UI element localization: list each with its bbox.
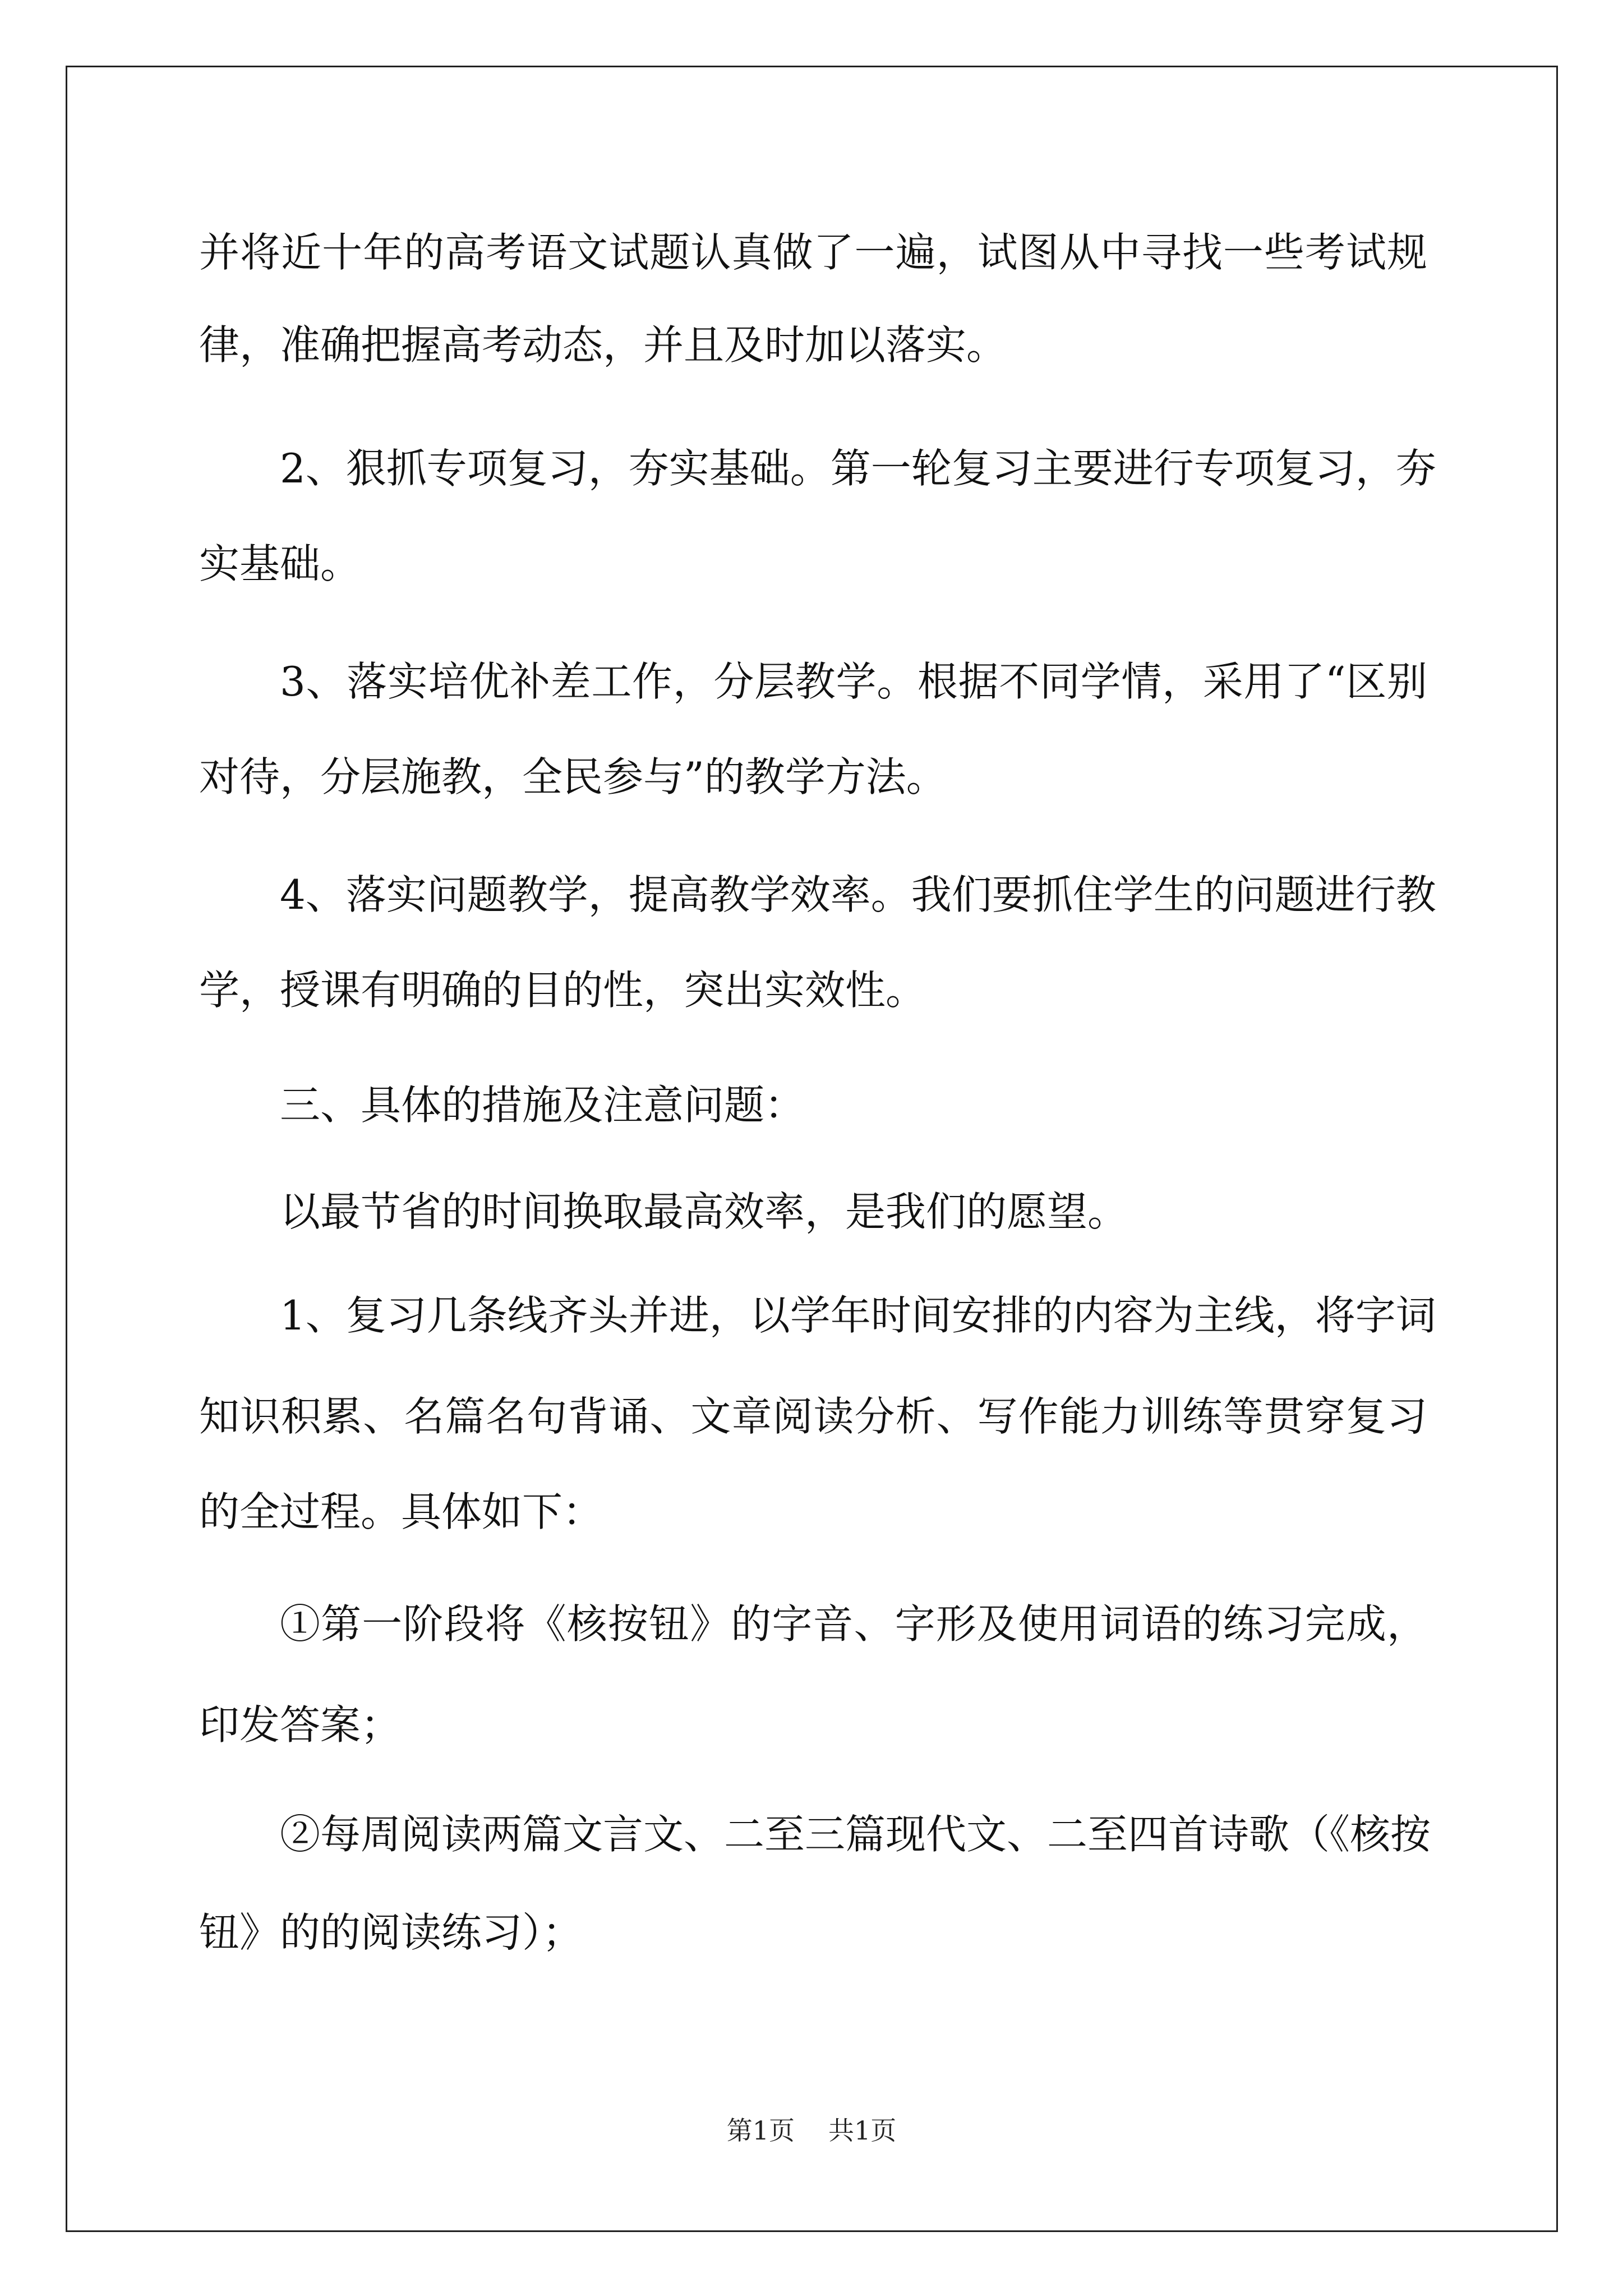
section-heading: 三、具体的措施及注意问题： <box>280 1082 805 1129</box>
text-line: 印发答案； <box>199 1701 402 1749</box>
text-line: 实基础。 <box>199 540 361 587</box>
page-total: 共1页 <box>828 2115 897 2146</box>
text-line: 2、狠抓专项复习，夯实基础。第一轮复习主要进行专项复习，夯 <box>280 445 1436 492</box>
text-line: 对待，分层施教，全民参与”的教学方法。 <box>199 753 947 800</box>
text-line: ①第一阶段将《核按钮》的字音、字形及使用词语的练习完成， <box>280 1600 1427 1648</box>
text-line: 学，授课有明确的目的性，突出实效性。 <box>199 967 926 1014</box>
text-line: 以最节省的时间换取最高效率，是我们的愿望。 <box>280 1188 1128 1235</box>
text-line: 知识积累、名篇名句背诵、文章阅读分析、写作能力训练等贯穿复习 <box>199 1393 1427 1440</box>
text-line: 并将近十年的高考语文试题认真做了一遍，试图从中寻找一些考试规 <box>199 229 1427 276</box>
text-line: 4、落实问题教学，提高教学效率。我们要抓住学生的问题进行教 <box>280 871 1436 918</box>
text-line: 的全过程。具体如下： <box>199 1488 603 1535</box>
text-line: ②每周阅读两篇文言文、二至三篇现代文、二至四首诗歌（《核按 <box>280 1811 1431 1858</box>
text-line: 3、落实培优补差工作，分层教学。根据不同学情，采用了“区别 <box>280 658 1427 705</box>
text-line: 钮》的的阅读练习）； <box>199 1909 583 1956</box>
page-number: 第1页 <box>726 2115 795 2146</box>
text-line: 1、复习几条线齐头并进，以学年时间安排的内容为主线，将字词 <box>280 1292 1436 1339</box>
page-footer <box>0 2114 1623 2147</box>
text-line: 律，准确把握高考动态，并且及时加以落实。 <box>199 321 1007 369</box>
